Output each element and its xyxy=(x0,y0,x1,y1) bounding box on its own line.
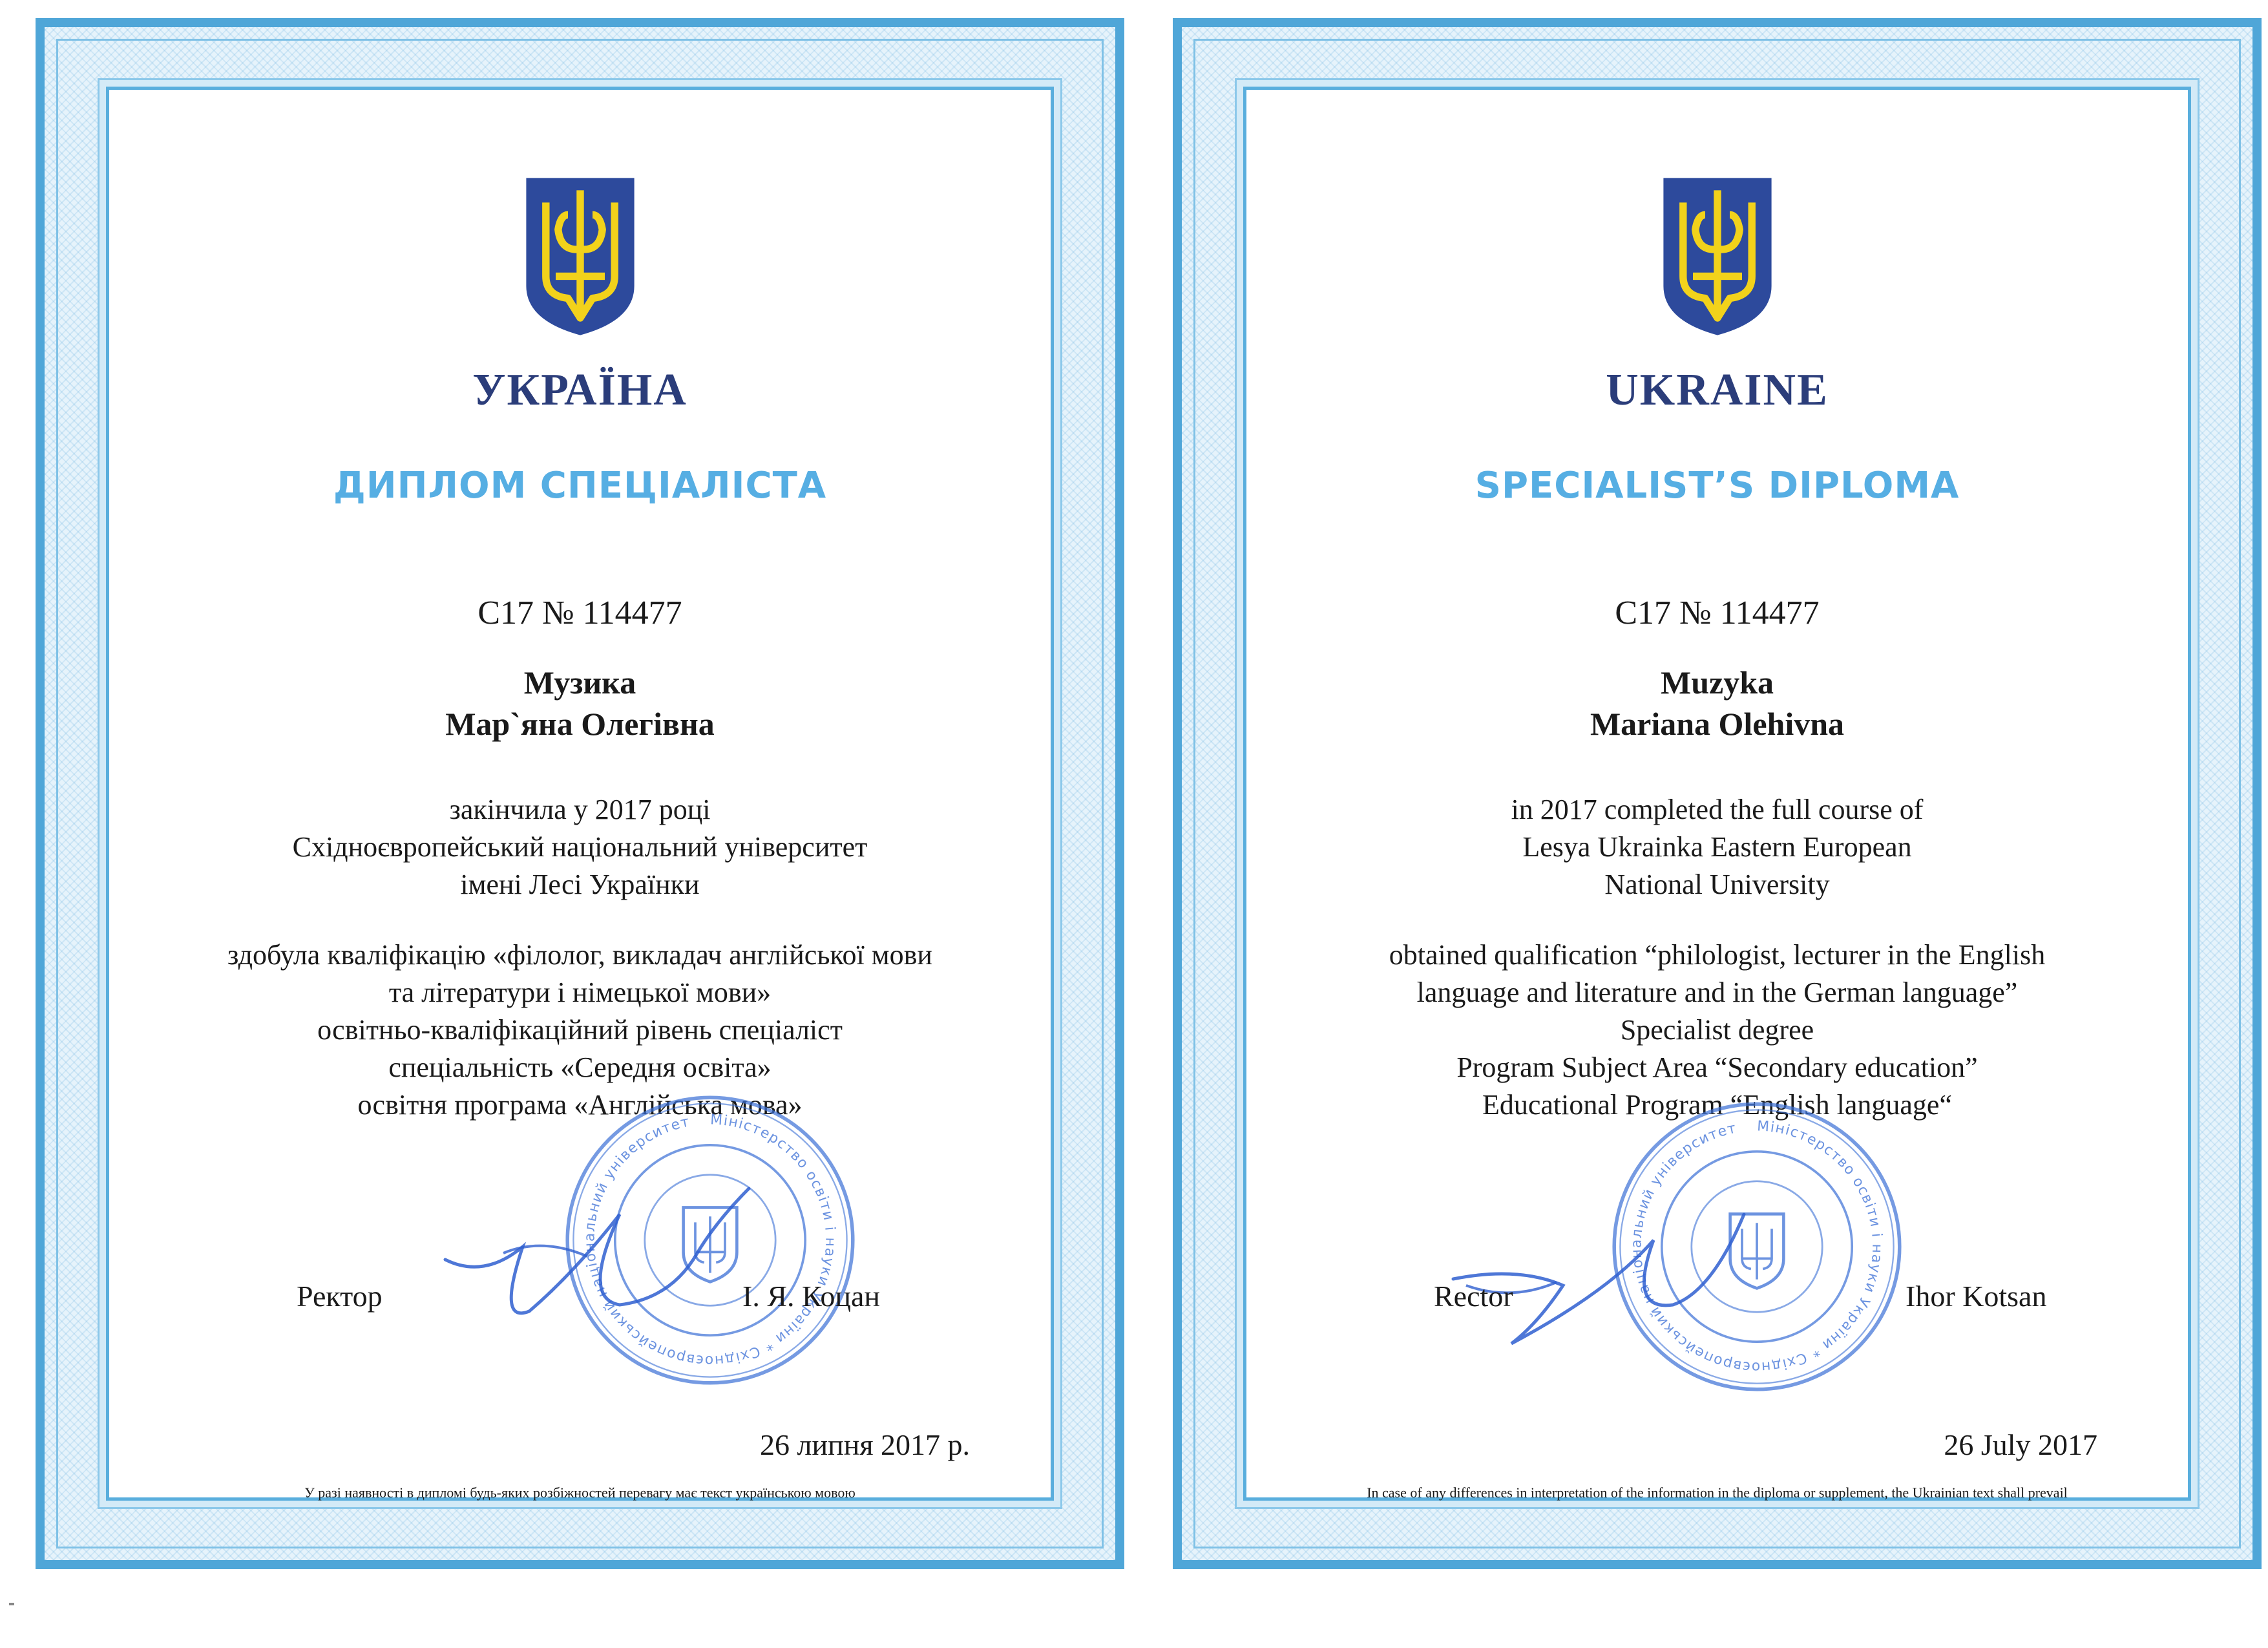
qualification-line: Program Subject Area “Secondary education” xyxy=(1456,1051,1978,1083)
completion-line: імені Лесі Українки xyxy=(460,869,700,900)
rector-name: І. Я. Коцан xyxy=(742,1280,881,1313)
qualification-line: obtained qualification “philologist, lecturer in the English xyxy=(1389,939,2046,971)
country-title: УКРАЇНА xyxy=(472,365,688,415)
document-type: SPECIALIST’S DIPLOMA xyxy=(1475,465,1960,507)
completion-line: Східноєвропейський національний університет xyxy=(292,831,868,863)
rector-label: Ректор xyxy=(297,1280,383,1313)
document-type: ДИПЛОМ СПЕЦІАЛІСТА xyxy=(333,465,827,507)
diploma-ukrainian xyxy=(36,18,1124,1569)
holder-surname: Muzyka xyxy=(1661,664,1774,701)
country-title: UKRAINE xyxy=(1606,365,1829,415)
completion-line: Lesya Ukrainka Eastern European xyxy=(1522,831,1912,863)
rector-name: Ihor Kotsan xyxy=(1906,1280,2047,1313)
rector-signature-icon xyxy=(1440,1188,1763,1357)
completion-line: закінчила у 2017 році xyxy=(449,794,711,825)
language-footnote: У разі наявності в дипломі будь-яких розбіжностей перевагу має текст українською мовою xyxy=(304,1484,856,1501)
completion-line: National University xyxy=(1604,869,1830,900)
qualification-line: language and literature and in the German language” xyxy=(1416,977,2018,1008)
coat-of-arms-icon xyxy=(1656,173,1779,341)
diploma-inner-frame xyxy=(106,87,1054,1501)
coat-of-arms-icon xyxy=(519,173,642,341)
qualification-line: здобула кваліфікацію «філолог, викладач англійської мови xyxy=(227,939,932,971)
completion-line: in 2017 completed the full course of xyxy=(1511,794,1924,825)
holder-given-name: Mariana Olehivna xyxy=(1590,706,1845,742)
language-footnote: In case of any differences in interpretation of the information in the diploma or supplement, the Ukrainian text shall prevail xyxy=(1367,1484,2068,1501)
qualification-line: Educational Program “English language“ xyxy=(1482,1089,1952,1121)
qualification-line: та літератури і німецької мови» xyxy=(388,977,772,1008)
issue-date: 26 липня 2017 р. xyxy=(760,1428,970,1461)
qualification-block xyxy=(1246,936,2188,1124)
qualification-line: спеціальність «Середня освіта» xyxy=(388,1051,772,1083)
holder-surname: Музика xyxy=(523,664,636,701)
diploma-number: С17 № 114477 xyxy=(478,595,682,631)
qualification-line: Specialist degree xyxy=(1620,1014,1814,1046)
holder-given-name: Мар`яна Олегівна xyxy=(445,706,715,742)
qualification-line: освітня програма «Англійська мова» xyxy=(357,1089,803,1121)
diploma-english xyxy=(1173,18,2262,1569)
completion-block xyxy=(109,791,1051,903)
diploma-inner-frame xyxy=(1243,87,2191,1501)
rector-signature-icon xyxy=(426,1176,762,1350)
rector-label: Rector xyxy=(1434,1280,1513,1313)
completion-block xyxy=(1246,791,2188,903)
diploma-number: С17 № 114477 xyxy=(1615,595,1820,631)
qualification-line: освітньо-кваліфікаційний рівень спеціаліст xyxy=(317,1014,843,1046)
issue-date: 26 July 2017 xyxy=(1944,1428,2097,1461)
scan-artifact xyxy=(9,1603,14,1605)
